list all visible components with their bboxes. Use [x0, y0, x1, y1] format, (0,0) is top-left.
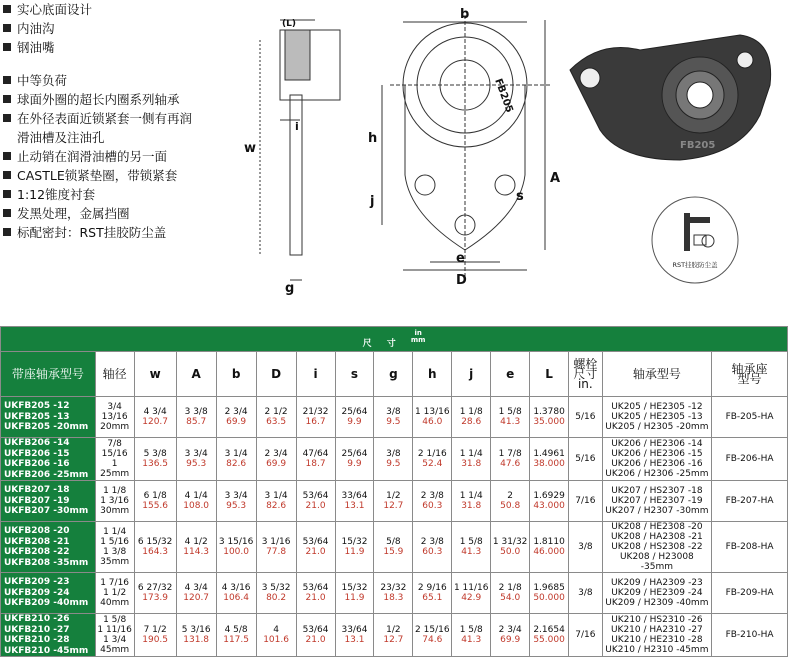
feature-text: 内油沟 — [17, 21, 55, 36]
dim-cell-g: 1/2 12.7 — [374, 481, 413, 522]
dim-cell-b: 3 1/4 82.6 — [216, 438, 256, 481]
feature-text: 实心底面设计 — [17, 2, 93, 17]
table-row — [1, 397, 788, 438]
bearing-cell: UK208 / HE2308 -20 UK208 / HA2308 -21 UK208 / HS2308 -22 UK208 / H23008 -35mm — [602, 522, 711, 573]
housing-cell: FB-207-HA — [712, 481, 788, 522]
dim-cell-A: 5 3/16 131.8 — [176, 614, 216, 657]
dim-cell-g: 1/2 12.7 — [374, 614, 413, 657]
header-i: i — [296, 352, 335, 397]
bullet-icon — [3, 43, 11, 51]
dim-cell-w: 6 1/8 155.6 — [134, 481, 176, 522]
dim-cell-A: 3 3/4 95.3 — [176, 438, 216, 481]
table-row — [1, 438, 788, 481]
housing-cell: FB-206-HA — [712, 438, 788, 481]
dim-cell-g: 5/8 15.9 — [374, 522, 413, 573]
label-h: h — [368, 131, 378, 146]
feature-item — [0, 0, 250, 19]
dim-cell-i: 53/64 21.0 — [296, 481, 335, 522]
dim-cell-w: 5 3/8 136.5 — [134, 438, 176, 481]
bullet-icon — [3, 171, 11, 179]
dim-cell-j: 1 1/8 28.6 — [452, 397, 491, 438]
table-row — [1, 522, 788, 573]
header-shaft: 轴径 — [95, 352, 134, 397]
shaft-cell: 1 5/8 1 11/16 1 3/4 45mm — [95, 614, 134, 657]
table-title: 尺 寸 in mm — [1, 327, 788, 352]
bolt-cell: 7/16 — [569, 614, 603, 657]
dim-cell-D: 2 1/2 63.5 — [256, 397, 296, 438]
feature-item — [0, 147, 250, 166]
feature-text: 钢油嘴 — [17, 40, 55, 55]
feature-item — [0, 166, 250, 185]
dim-cell-i: 53/64 21.0 — [296, 614, 335, 657]
dim-cell-L: 1.3780 35.000 — [530, 397, 569, 438]
housing-cell: FB-209-HA — [712, 573, 788, 614]
bullet-icon — [3, 209, 11, 217]
unit-label: in mm — [410, 328, 426, 344]
table-row — [1, 481, 788, 522]
dim-cell-h: 2 1/16 52.4 — [413, 438, 452, 481]
model-cell: UKFB208 -20 UKFB208 -21 UKFB208 -22 UKFB208 -35mm — [1, 522, 96, 573]
bullet-icon — [3, 114, 11, 122]
bearing-cell: UK210 / HS2310 -26 UK210 / HA2310 -27 UK210 / HE2310 -28 UK210 / H2310 -45mm — [602, 614, 711, 657]
dim-cell-h: 1 13/16 46.0 — [413, 397, 452, 438]
feature-text: 在外径表面近锁紧套一侧有再润 — [17, 111, 193, 126]
bullet-icon — [3, 228, 11, 236]
side-view-hatch — [285, 30, 310, 80]
dim-cell-s: 33/64 13.1 — [335, 481, 374, 522]
dim-cell-h: 2 3/8 60.3 — [413, 522, 452, 573]
dim-cell-i: 53/64 21.0 — [296, 522, 335, 573]
dim-cell-b: 4 5/8 117.5 — [216, 614, 256, 657]
feature-text: CASTLE锁紧垫圈，带锁紧套 — [17, 168, 178, 183]
header-L: L — [530, 352, 569, 397]
dim-cell-D: 3 1/4 82.6 — [256, 481, 296, 522]
dim-cell-j: 1 1/4 31.8 — [452, 481, 491, 522]
feature-text: 滑油槽及注油孔 — [17, 130, 105, 145]
dim-cell-g: 3/8 9.5 — [374, 397, 413, 438]
photo-stamp: FB205 — [680, 140, 716, 151]
label-j: j — [370, 194, 375, 209]
feature-item — [0, 223, 250, 242]
shaft-cell: 1 7/16 1 1/2 40mm — [95, 573, 134, 614]
dimension-table — [0, 326, 788, 657]
bolt-cell: 3/8 — [569, 522, 603, 573]
feature-item — [0, 109, 250, 128]
bolt-hole-right — [495, 175, 515, 195]
dim-cell-w: 4 3/4 120.7 — [134, 397, 176, 438]
drawing-stamp: FB205 — [492, 77, 515, 115]
label-i: i — [295, 120, 299, 133]
dim-cell-w: 7 1/2 190.5 — [134, 614, 176, 657]
dim-cell-L: 1.4961 38.000 — [530, 438, 569, 481]
feature-text: 1:12锥度衬套 — [17, 187, 96, 202]
side-view-flange — [290, 95, 302, 255]
dim-cell-i: 47/64 18.7 — [296, 438, 335, 481]
feature-text: 止动销在润滑油槽的另一面 — [17, 149, 168, 164]
dim-cell-b: 3 15/16 100.0 — [216, 522, 256, 573]
label-e: e — [456, 251, 465, 266]
dim-cell-g: 3/8 9.5 — [374, 438, 413, 481]
photo-bolt-hole — [580, 68, 600, 88]
dim-cell-A: 4 1/4 108.0 — [176, 481, 216, 522]
header-housing: 轴承座 型号 — [712, 352, 788, 397]
housing-cell: FB-205-HA — [712, 397, 788, 438]
dim-cell-A: 4 1/2 114.3 — [176, 522, 216, 573]
dim-cell-e: 1 7/8 47.6 — [491, 438, 530, 481]
header-j: j — [452, 352, 491, 397]
dim-cell-i: 53/64 21.0 — [296, 573, 335, 614]
shaft-cell: 1 1/4 1 5/16 1 3/8 35mm — [95, 522, 134, 573]
dim-cell-b: 3 3/4 95.3 — [216, 481, 256, 522]
feature-item — [0, 204, 250, 223]
header-model: 带座轴承型号 — [1, 352, 96, 397]
dim-cell-e: 2 1/8 54.0 — [491, 573, 530, 614]
bullet-icon — [3, 5, 11, 13]
dim-cell-j: 1 1/4 31.8 — [452, 438, 491, 481]
dim-cell-b: 2 3/4 69.9 — [216, 397, 256, 438]
bearing-cell: UK209 / HA2309 -23 UK209 / HE2309 -24 UK209 / H2309 -40mm — [602, 573, 711, 614]
bearing-cell: UK206 / HE2306 -14 UK206 / HE2306 -15 UK206 / HE2306 -16 UK206 / H2306 -25mm — [602, 438, 711, 481]
dim-cell-g: 23/32 18.3 — [374, 573, 413, 614]
header-e: e — [491, 352, 530, 397]
label-s: s — [516, 189, 524, 204]
dim-cell-j: 1 5/8 41.3 — [452, 614, 491, 657]
model-cell: UKFB206 -14 UKFB206 -15 UKFB206 -16 UKFB206 -25mm — [1, 438, 96, 481]
dim-cell-e: 2 50.8 — [491, 481, 530, 522]
dim-cell-L: 1.8110 46.000 — [530, 522, 569, 573]
table-row — [1, 573, 788, 614]
dim-cell-e: 2 3/4 69.9 — [491, 614, 530, 657]
dim-cell-w: 6 27/32 173.9 — [134, 573, 176, 614]
label-g: g — [285, 281, 295, 296]
feature-text: 标配密封：RST挂胶防尘盖 — [17, 225, 167, 240]
seal-caption: RST挂胶防尘盖 — [672, 261, 718, 269]
dim-cell-s: 33/64 13.1 — [335, 614, 374, 657]
feature-item — [0, 90, 250, 109]
header-bearing: 轴承型号 — [602, 352, 711, 397]
dim-cell-i: 21/32 16.7 — [296, 397, 335, 438]
table-row — [1, 614, 788, 657]
dim-cell-h: 2 15/16 74.6 — [413, 614, 452, 657]
header-g: g — [374, 352, 413, 397]
feature-text: 中等负荷 — [17, 73, 68, 88]
dim-cell-L: 2.1654 55.000 — [530, 614, 569, 657]
dim-cell-A: 3 3/8 85.7 — [176, 397, 216, 438]
photo-bolt-hole — [737, 52, 753, 68]
dim-cell-s: 15/32 11.9 — [335, 573, 374, 614]
feature-item — [0, 19, 250, 38]
dim-cell-j: 1 5/8 41.3 — [452, 522, 491, 573]
label-A: A — [550, 171, 561, 186]
dim-cell-j: 1 11/16 42.9 — [452, 573, 491, 614]
dim-cell-h: 2 3/8 60.3 — [413, 481, 452, 522]
bolt-cell: 5/16 — [569, 397, 603, 438]
feature-item — [0, 128, 250, 147]
bullet-icon — [3, 190, 11, 198]
feature-item — [0, 185, 250, 204]
dim-cell-L: 1.9685 50.000 — [530, 573, 569, 614]
photo-bore — [687, 82, 713, 108]
header-h: h — [413, 352, 452, 397]
label-L: (L) — [282, 19, 296, 29]
feature-item — [0, 71, 250, 90]
seal-detail — [650, 195, 740, 285]
dim-cell-D: 3 5/32 80.2 — [256, 573, 296, 614]
technical-drawing — [240, 0, 570, 300]
bearing-cell: UK207 / HS2307 -18 UK207 / HE2307 -19 UK207 / H2307 -30mm — [602, 481, 711, 522]
feature-item — [0, 38, 250, 57]
bolt-cell: 3/8 — [569, 573, 603, 614]
shaft-cell: 7/8 15/16 1 25mm — [95, 438, 134, 481]
header-s: s — [335, 352, 374, 397]
dim-cell-s: 25/64 9.9 — [335, 438, 374, 481]
header-w: w — [134, 352, 176, 397]
header-D: D — [256, 352, 296, 397]
feature-text: 球面外圈的超长内圈系列轴承 — [17, 92, 180, 107]
dim-cell-h: 2 9/16 65.1 — [413, 573, 452, 614]
dim-cell-e: 1 5/8 41.3 — [491, 397, 530, 438]
header-bolt: 螺栓 尺寸 in. — [569, 352, 603, 397]
housing-cell: FB-208-HA — [712, 522, 788, 573]
feature-list — [0, 0, 250, 242]
shaft-cell: 1 1/8 1 3/16 30mm — [95, 481, 134, 522]
dim-cell-D: 4 101.6 — [256, 614, 296, 657]
bullet-icon — [3, 95, 11, 103]
model-cell: UKFB205 -12 UKFB205 -13 UKFB205 -20mm — [1, 397, 96, 438]
bullet-icon — [3, 24, 11, 32]
label-w: w — [244, 141, 257, 156]
dim-cell-L: 1.6929 43.000 — [530, 481, 569, 522]
dim-cell-s: 25/64 9.9 — [335, 397, 374, 438]
bolt-cell: 5/16 — [569, 438, 603, 481]
shaft-cell: 3/4 13/16 20mm — [95, 397, 134, 438]
label-b: b — [460, 7, 470, 22]
header-A: A — [176, 352, 216, 397]
dim-cell-A: 4 3/4 120.7 — [176, 573, 216, 614]
model-cell: UKFB209 -23 UKFB209 -24 UKFB209 -40mm — [1, 573, 96, 614]
bullet-icon — [3, 152, 11, 160]
dim-cell-e: 1 31/32 50.0 — [491, 522, 530, 573]
dim-cell-w: 6 15/32 164.3 — [134, 522, 176, 573]
product-photo — [560, 30, 788, 170]
bullet-icon — [3, 76, 11, 84]
bolt-hole-left — [415, 175, 435, 195]
bearing-cell: UK205 / HE2305 -12 UK205 / HE2305 -13 UK205 / H2305 -20mm — [602, 397, 711, 438]
feature-text: 发黑处理，金属挡圈 — [17, 206, 130, 221]
dim-cell-b: 4 3/16 106.4 — [216, 573, 256, 614]
housing-cell: FB-210-HA — [712, 614, 788, 657]
dim-cell-D: 3 1/16 77.8 — [256, 522, 296, 573]
dim-cell-D: 2 3/4 69.9 — [256, 438, 296, 481]
bolt-cell: 7/16 — [569, 481, 603, 522]
model-cell: UKFB207 -18 UKFB207 -19 UKFB207 -30mm — [1, 481, 96, 522]
dim-cell-s: 15/32 11.9 — [335, 522, 374, 573]
label-D: D — [456, 273, 467, 288]
model-cell: UKFB210 -26 UKFB210 -27 UKFB210 -28 UKFB210 -45mm — [1, 614, 96, 657]
table-header-row — [1, 352, 788, 397]
header-b: b — [216, 352, 256, 397]
